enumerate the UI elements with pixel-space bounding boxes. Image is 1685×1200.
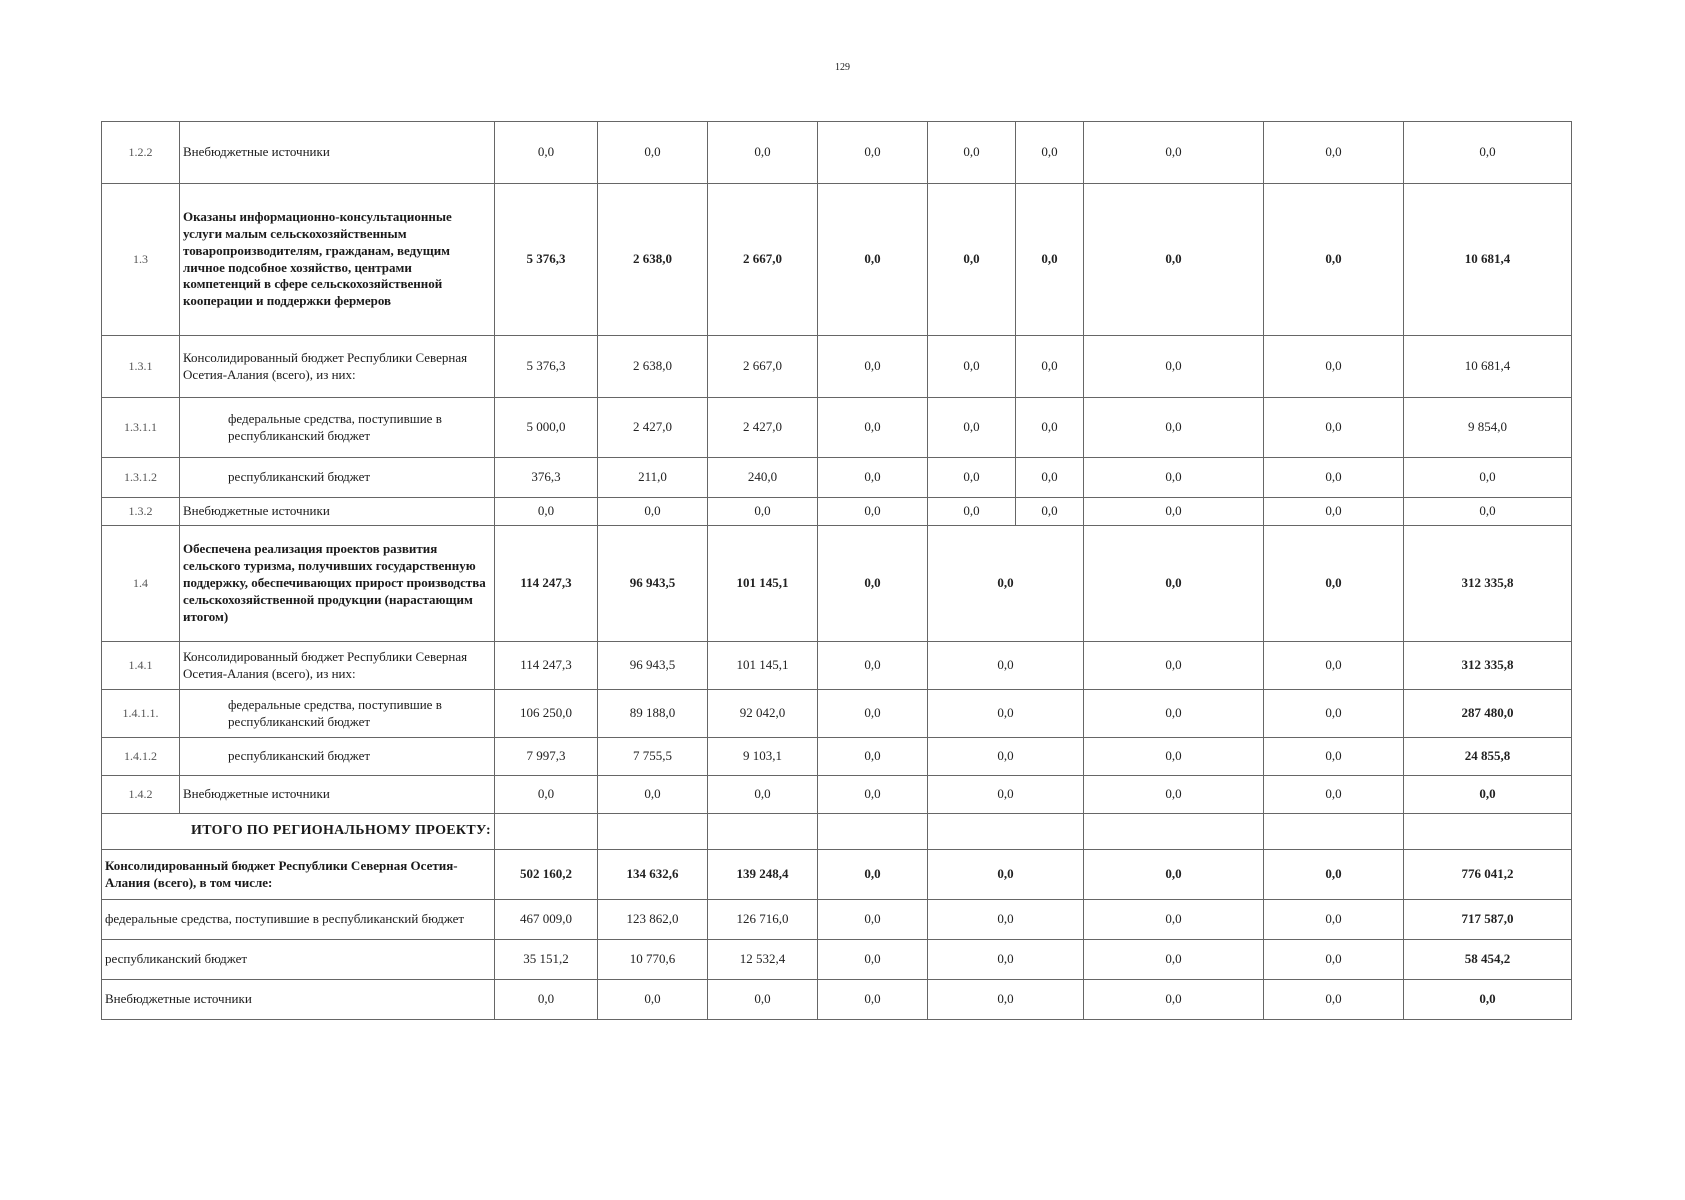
table-row xyxy=(102,738,1572,776)
value-cell: 0,0 xyxy=(818,642,928,690)
value-cell: 312 335,8 xyxy=(1404,642,1572,690)
total-value-cell: 0,0 xyxy=(818,980,928,1020)
row-name: республиканский бюджет xyxy=(180,738,495,776)
row-code: 1.4.1.2 xyxy=(102,738,180,776)
total-value-cell: 12 532,4 xyxy=(708,940,818,980)
value-cell: 0,0 xyxy=(928,498,1016,526)
value-cell: 0,0 xyxy=(818,526,928,642)
total-row-name: Консолидированный бюджет Республики Северная Осетия-Алания (всего), в том числе: xyxy=(102,850,495,900)
value-cell: 2 667,0 xyxy=(708,336,818,398)
value-cell: 211,0 xyxy=(598,458,708,498)
value-cell: 0,0 xyxy=(1264,458,1404,498)
total-value-cell: 502 160,2 xyxy=(495,850,598,900)
total-value-cell: 776 041,2 xyxy=(1404,850,1572,900)
value-cell: 0,0 xyxy=(1016,184,1084,336)
total-value-cell: 0,0 xyxy=(928,900,1084,940)
value-cell: 7 997,3 xyxy=(495,738,598,776)
value-cell: 0,0 xyxy=(1264,398,1404,458)
value-cell: 2 427,0 xyxy=(708,398,818,458)
value-cell: 2 638,0 xyxy=(598,336,708,398)
row-name: Консолидированный бюджет Республики Северная Осетия-Алания (всего), из них: xyxy=(180,336,495,398)
value-cell: 0,0 xyxy=(1404,498,1572,526)
total-value-cell: 0,0 xyxy=(1264,980,1404,1020)
value-cell: 0,0 xyxy=(1084,642,1264,690)
value-cell: 0,0 xyxy=(818,738,928,776)
value-cell: 114 247,3 xyxy=(495,526,598,642)
value-cell: 0,0 xyxy=(495,776,598,814)
row-code: 1.3.1.1 xyxy=(102,398,180,458)
value-cell: 0,0 xyxy=(1264,526,1404,642)
value-cell: 0,0 xyxy=(708,122,818,184)
value-cell: 0,0 xyxy=(928,184,1016,336)
value-cell: 376,3 xyxy=(495,458,598,498)
value-cell: 0,0 xyxy=(598,498,708,526)
row-code: 1.4 xyxy=(102,526,180,642)
total-row xyxy=(102,940,1572,980)
value-cell: 0,0 xyxy=(818,398,928,458)
value-cell: 0,0 xyxy=(928,690,1084,738)
empty-cell xyxy=(495,814,598,850)
value-cell: 10 681,4 xyxy=(1404,184,1572,336)
value-cell: 9 103,1 xyxy=(708,738,818,776)
row-code: 1.3 xyxy=(102,184,180,336)
row-name: Внебюджетные источники xyxy=(180,498,495,526)
value-cell: 89 188,0 xyxy=(598,690,708,738)
value-cell: 0,0 xyxy=(1016,498,1084,526)
table-row xyxy=(102,336,1572,398)
value-cell: 0,0 xyxy=(928,526,1084,642)
value-cell: 0,0 xyxy=(928,738,1084,776)
total-value-cell: 58 454,2 xyxy=(1404,940,1572,980)
value-cell: 240,0 xyxy=(708,458,818,498)
value-cell: 0,0 xyxy=(1016,336,1084,398)
value-cell: 96 943,5 xyxy=(598,642,708,690)
table-row xyxy=(102,690,1572,738)
row-name: Консолидированный бюджет Республики Северная Осетия-Алания (всего), из них: xyxy=(180,642,495,690)
value-cell: 92 042,0 xyxy=(708,690,818,738)
total-value-cell: 10 770,6 xyxy=(598,940,708,980)
value-cell: 0,0 xyxy=(818,458,928,498)
total-value-cell: 0,0 xyxy=(1084,850,1264,900)
total-value-cell: 35 151,2 xyxy=(495,940,598,980)
table-body xyxy=(102,122,1572,1020)
value-cell: 5 376,3 xyxy=(495,184,598,336)
total-value-cell: 0,0 xyxy=(1264,900,1404,940)
budget-table xyxy=(101,121,1572,1020)
value-cell: 0,0 xyxy=(1264,336,1404,398)
value-cell: 0,0 xyxy=(1084,738,1264,776)
value-cell: 0,0 xyxy=(598,776,708,814)
value-cell: 0,0 xyxy=(1084,184,1264,336)
empty-cell xyxy=(708,814,818,850)
total-value-cell: 0,0 xyxy=(1084,940,1264,980)
total-row xyxy=(102,900,1572,940)
value-cell: 287 480,0 xyxy=(1404,690,1572,738)
total-value-cell: 0,0 xyxy=(495,980,598,1020)
value-cell: 0,0 xyxy=(1084,776,1264,814)
value-cell: 0,0 xyxy=(928,398,1016,458)
row-code: 1.4.1 xyxy=(102,642,180,690)
value-cell: 7 755,5 xyxy=(598,738,708,776)
row-code: 1.4.1.1. xyxy=(102,690,180,738)
total-value-cell: 717 587,0 xyxy=(1404,900,1572,940)
empty-cell xyxy=(928,814,1084,850)
row-name: федеральные средства, поступившие в республиканский бюджет xyxy=(180,398,495,458)
value-cell: 0,0 xyxy=(1084,458,1264,498)
value-cell: 24 855,8 xyxy=(1404,738,1572,776)
value-cell: 2 427,0 xyxy=(598,398,708,458)
total-value-cell: 0,0 xyxy=(1404,980,1572,1020)
row-name: Внебюджетные источники xyxy=(180,776,495,814)
value-cell: 0,0 xyxy=(708,776,818,814)
total-row-name: Внебюджетные источники xyxy=(102,980,495,1020)
total-value-cell: 139 248,4 xyxy=(708,850,818,900)
total-header-row xyxy=(102,814,1572,850)
value-cell: 0,0 xyxy=(1084,526,1264,642)
total-value-cell: 467 009,0 xyxy=(495,900,598,940)
value-cell: 0,0 xyxy=(1264,642,1404,690)
value-cell: 0,0 xyxy=(495,122,598,184)
total-value-cell: 0,0 xyxy=(928,850,1084,900)
row-code: 1.3.2 xyxy=(102,498,180,526)
value-cell: 5 376,3 xyxy=(495,336,598,398)
table-row xyxy=(102,398,1572,458)
value-cell: 0,0 xyxy=(818,776,928,814)
value-cell: 106 250,0 xyxy=(495,690,598,738)
table-row xyxy=(102,642,1572,690)
total-value-cell: 0,0 xyxy=(928,940,1084,980)
row-name: республиканский бюджет xyxy=(180,458,495,498)
value-cell: 0,0 xyxy=(1264,498,1404,526)
row-code: 1.4.2 xyxy=(102,776,180,814)
value-cell: 114 247,3 xyxy=(495,642,598,690)
value-cell: 0,0 xyxy=(818,122,928,184)
value-cell: 5 000,0 xyxy=(495,398,598,458)
value-cell: 10 681,4 xyxy=(1404,336,1572,398)
value-cell: 0,0 xyxy=(1264,122,1404,184)
value-cell: 9 854,0 xyxy=(1404,398,1572,458)
row-code: 1.3.1.2 xyxy=(102,458,180,498)
value-cell: 0,0 xyxy=(1404,122,1572,184)
total-value-cell: 126 716,0 xyxy=(708,900,818,940)
empty-cell xyxy=(1264,814,1404,850)
total-value-cell: 0,0 xyxy=(598,980,708,1020)
row-code: 1.2.2 xyxy=(102,122,180,184)
value-cell: 0,0 xyxy=(928,776,1084,814)
value-cell: 0,0 xyxy=(1016,398,1084,458)
value-cell: 101 145,1 xyxy=(708,642,818,690)
value-cell: 0,0 xyxy=(495,498,598,526)
table-row xyxy=(102,122,1572,184)
total-value-cell: 0,0 xyxy=(1084,980,1264,1020)
empty-cell xyxy=(1404,814,1572,850)
value-cell: 96 943,5 xyxy=(598,526,708,642)
total-row-name: федеральные средства, поступившие в республиканский бюджет xyxy=(102,900,495,940)
table-row xyxy=(102,498,1572,526)
table-row xyxy=(102,184,1572,336)
total-value-cell: 134 632,6 xyxy=(598,850,708,900)
total-value-cell: 0,0 xyxy=(708,980,818,1020)
value-cell: 0,0 xyxy=(818,184,928,336)
value-cell: 0,0 xyxy=(928,122,1016,184)
value-cell: 0,0 xyxy=(1084,122,1264,184)
total-value-cell: 0,0 xyxy=(1264,940,1404,980)
value-cell: 0,0 xyxy=(1084,498,1264,526)
value-cell: 0,0 xyxy=(1016,122,1084,184)
total-value-cell: 123 862,0 xyxy=(598,900,708,940)
value-cell: 0,0 xyxy=(1404,458,1572,498)
row-name: федеральные средства, поступившие в республиканский бюджет xyxy=(180,690,495,738)
value-cell: 0,0 xyxy=(818,690,928,738)
total-row xyxy=(102,850,1572,900)
page-number: 129 xyxy=(835,62,850,73)
value-cell: 0,0 xyxy=(818,336,928,398)
total-value-cell: 0,0 xyxy=(1264,850,1404,900)
value-cell: 0,0 xyxy=(1404,776,1572,814)
total-value-cell: 0,0 xyxy=(818,850,928,900)
row-name: Внебюджетные источники xyxy=(180,122,495,184)
total-value-cell: 0,0 xyxy=(818,900,928,940)
row-name: Оказаны информационно-консультационные услуги малым сельскохозяйственным товаропроизводителям, гражданам, ведущим личное подсобное хозяйство, центрами компетенций в сфере сельскохозяйственной кооперации и поддержки фермеров xyxy=(180,184,495,336)
value-cell: 0,0 xyxy=(1264,738,1404,776)
value-cell: 2 638,0 xyxy=(598,184,708,336)
empty-cell xyxy=(1084,814,1264,850)
value-cell: 0,0 xyxy=(1264,776,1404,814)
value-cell: 0,0 xyxy=(1264,690,1404,738)
total-value-cell: 0,0 xyxy=(928,980,1084,1020)
total-value-cell: 0,0 xyxy=(1084,900,1264,940)
value-cell: 101 145,1 xyxy=(708,526,818,642)
table-row xyxy=(102,458,1572,498)
value-cell: 0,0 xyxy=(818,498,928,526)
row-code: 1.3.1 xyxy=(102,336,180,398)
total-row-name: республиканский бюджет xyxy=(102,940,495,980)
value-cell: 0,0 xyxy=(598,122,708,184)
total-title: ИТОГО ПО РЕГИОНАЛЬНОМУ ПРОЕКТУ: xyxy=(102,814,495,850)
table-row xyxy=(102,776,1572,814)
total-row xyxy=(102,980,1572,1020)
empty-cell xyxy=(818,814,928,850)
value-cell: 0,0 xyxy=(928,336,1016,398)
value-cell: 312 335,8 xyxy=(1404,526,1572,642)
value-cell: 0,0 xyxy=(1016,458,1084,498)
empty-cell xyxy=(598,814,708,850)
total-value-cell: 0,0 xyxy=(818,940,928,980)
value-cell: 2 667,0 xyxy=(708,184,818,336)
value-cell: 0,0 xyxy=(928,458,1016,498)
value-cell: 0,0 xyxy=(1084,690,1264,738)
value-cell: 0,0 xyxy=(1084,336,1264,398)
value-cell: 0,0 xyxy=(708,498,818,526)
value-cell: 0,0 xyxy=(1084,398,1264,458)
row-name: Обеспечена реализация проектов развития сельского туризма, получивших государственную поддержку, обеспечивающих прирост производства сельскохозяйственной продукции (нарастающим итогом) xyxy=(180,526,495,642)
value-cell: 0,0 xyxy=(1264,184,1404,336)
value-cell: 0,0 xyxy=(928,642,1084,690)
table-row xyxy=(102,526,1572,642)
